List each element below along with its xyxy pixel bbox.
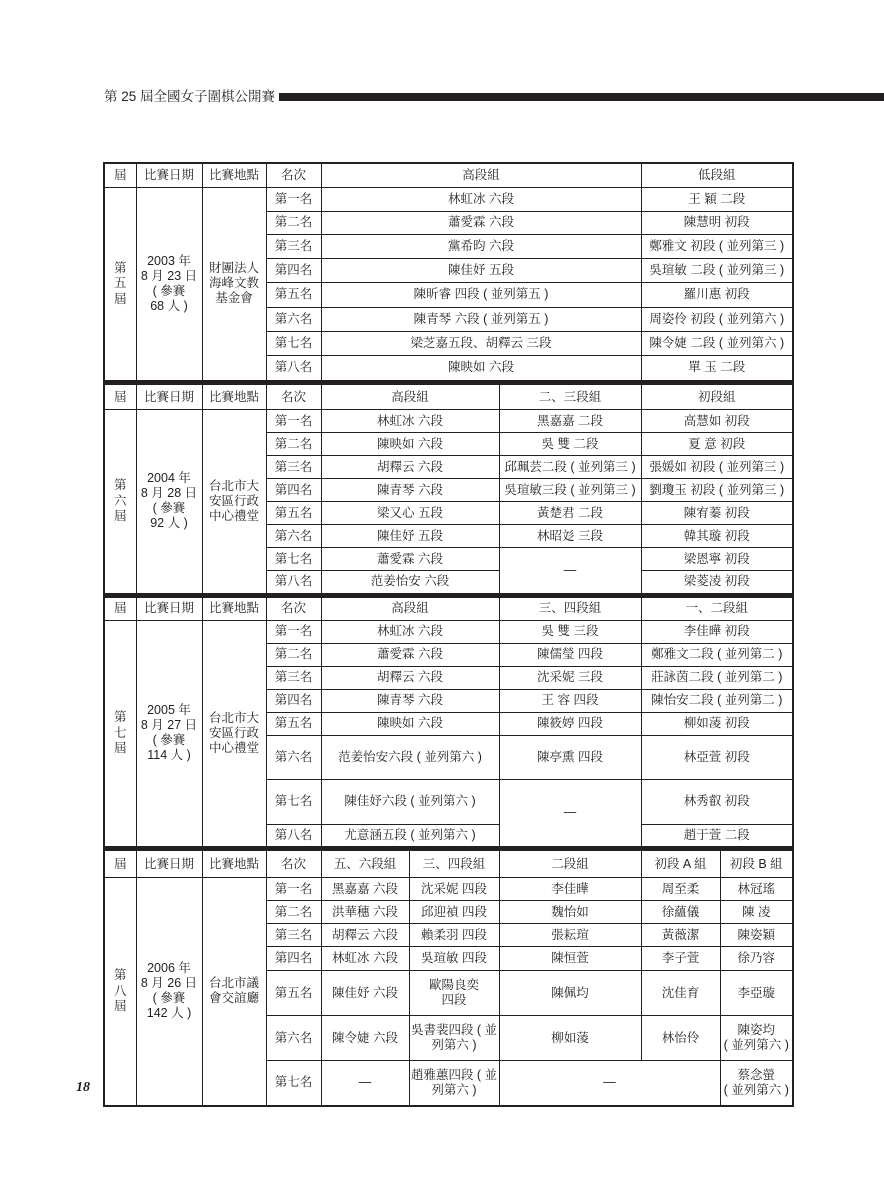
result-cell: 陳佳妤 五段 <box>321 525 499 548</box>
result-cell: 王 容 四段 <box>499 689 641 712</box>
competition-date: 2006 年 8 月 26 日 ( 參賽 142 人 ) <box>136 878 202 1106</box>
edition-7-block <box>103 595 794 849</box>
result-cell: 蕭愛霖 六段 <box>321 643 499 666</box>
result-cell: 趙于萱 二段 <box>641 824 793 847</box>
result-row <box>104 187 793 211</box>
result-cell: 陳佳妤 六段 <box>321 971 409 1016</box>
result-cell: 邱珮芸二段 ( 並列第三 ) <box>499 456 641 479</box>
result-cell: 梁恩寧 初段 <box>641 548 793 571</box>
result-cell: 黑嘉嘉 六段 <box>321 878 409 901</box>
results-table <box>103 162 792 1107</box>
result-cell: 黨希昀 六段 <box>321 234 641 258</box>
result-cell: 林冠瑤 <box>720 878 793 901</box>
result-cell: 陳慧明 初段 <box>641 211 793 234</box>
result-cell: 歐陽良奕 四段 <box>409 971 499 1016</box>
result-cell: 張媛如 初段 ( 並列第三 ) <box>641 456 793 479</box>
result-cell: 陳宥蓁 初段 <box>641 502 793 525</box>
column-header-group: 初段組 <box>641 384 793 410</box>
result-cell: 夏 意 初段 <box>641 433 793 456</box>
edition-label <box>104 878 136 1106</box>
result-cell: 陳令婕 二段 ( 並列第六 ) <box>641 331 793 355</box>
edition-label <box>104 410 136 594</box>
result-cell: 陳令婕 六段 <box>321 1016 409 1061</box>
empty-result-dash: — <box>499 548 641 594</box>
edition-label-text: 第七屆 <box>113 710 127 755</box>
result-cell: 范姜怡安六段 ( 並列第六 ) <box>321 735 499 779</box>
rank-label: 第二名 <box>266 211 321 234</box>
competition-venue: 財團法人 海峰文教 基金會 <box>202 187 266 381</box>
column-header-edition: 屆 <box>104 850 136 878</box>
result-cell: 張耘瑄 <box>499 924 641 947</box>
competition-venue: 台北市議 會交誼廳 <box>202 878 266 1106</box>
result-cell: 魏怡如 <box>499 901 641 924</box>
result-cell: 陳怡安二段 ( 並列第二 ) <box>641 689 793 712</box>
result-cell: 柳如蓤 <box>499 1016 641 1061</box>
empty-result-dash: — <box>499 779 641 847</box>
result-cell: 周至柔 <box>641 878 720 901</box>
result-cell: 胡釋云 六段 <box>321 924 409 947</box>
result-cell: 林虹冰 六段 <box>321 187 641 211</box>
edition-label <box>104 620 136 847</box>
rank-label: 第三名 <box>266 234 321 258</box>
edition-label-text: 第八屆 <box>113 968 127 1013</box>
competition-date: 2003 年 8 月 23 日 ( 參賽 68 人 ) <box>136 187 202 381</box>
edition-label <box>104 187 136 381</box>
result-cell: 范姜怡安 六段 <box>321 571 499 594</box>
rank-label: 第七名 <box>266 331 321 355</box>
column-header-group: 低段組 <box>641 163 793 187</box>
result-cell: 陳青琴 六段 <box>321 689 499 712</box>
column-header-date: 比賽日期 <box>136 596 202 620</box>
rank-label: 第一名 <box>266 187 321 211</box>
column-header-date: 比賽日期 <box>136 384 202 410</box>
result-cell: 林秀叡 初段 <box>641 779 793 824</box>
result-cell: 陳姿均 ( 並列第六 ) <box>720 1016 793 1061</box>
result-cell: 李佳曄 初段 <box>641 620 793 643</box>
column-header-rank: 名次 <box>266 596 321 620</box>
competition-venue: 台北市大 安區行政 中心禮堂 <box>202 620 266 847</box>
result-cell: 陳佳妤六段 ( 並列第六 ) <box>321 779 499 824</box>
column-header-group: 二段組 <box>499 850 641 878</box>
edition-label-text: 第五屆 <box>113 260 127 306</box>
column-header-edition: 屆 <box>104 384 136 410</box>
result-cell: 徐乃容 <box>720 947 793 971</box>
column-header-date: 比賽日期 <box>136 163 202 187</box>
result-cell: 洪華穗 六段 <box>321 901 409 924</box>
edition-6-block <box>103 382 794 595</box>
result-cell: 羅川惠 初段 <box>641 282 793 307</box>
header-row <box>104 850 793 878</box>
result-cell: 陳映如 六段 <box>321 433 499 456</box>
result-cell: 王 穎 二段 <box>641 187 793 211</box>
result-cell: 黃楚君 二段 <box>499 502 641 525</box>
rank-label: 第三名 <box>266 666 321 689</box>
result-row <box>104 410 793 433</box>
result-cell: 蕭愛霖 六段 <box>321 211 641 234</box>
column-header-group: 五、六段組 <box>321 850 409 878</box>
rank-label: 第二名 <box>266 433 321 456</box>
rank-label: 第四名 <box>266 689 321 712</box>
rank-label: 第四名 <box>266 947 321 971</box>
rank-label: 第六名 <box>266 1016 321 1061</box>
rank-label: 第七名 <box>266 779 321 824</box>
result-cell: 陳映如 六段 <box>321 355 641 381</box>
result-cell: 沈采妮 三段 <box>499 666 641 689</box>
result-cell: 鄭雅文 初段 ( 並列第三 ) <box>641 234 793 258</box>
result-cell: 沈采妮 四段 <box>409 878 499 901</box>
rank-label: 第三名 <box>266 924 321 947</box>
rank-label: 第八名 <box>266 355 321 381</box>
rank-label: 第七名 <box>266 548 321 571</box>
result-cell: 李子萱 <box>641 947 720 971</box>
result-cell: 陳亭熏 四段 <box>499 735 641 779</box>
result-cell: 柳如蓤 初段 <box>641 712 793 735</box>
result-cell: 單 玉 二段 <box>641 355 793 381</box>
result-cell: 趙雅蕙四段 ( 並 列第六 ) <box>409 1061 499 1106</box>
column-header-rank: 名次 <box>266 163 321 187</box>
result-cell: 陳映如 六段 <box>321 712 499 735</box>
competition-date: 2004 年 8 月 28 日 ( 參賽 92 人 ) <box>136 410 202 594</box>
result-cell: 黃薇潔 <box>641 924 720 947</box>
rank-label: 第一名 <box>266 410 321 433</box>
result-cell: 陳恒萱 <box>499 947 641 971</box>
header-row <box>104 384 793 410</box>
result-cell: 林昭彣 三段 <box>499 525 641 548</box>
rank-label: 第二名 <box>266 643 321 666</box>
result-cell: 陳青琴 六段 <box>321 479 499 502</box>
result-cell: 林虹冰 六段 <box>321 947 409 971</box>
result-cell: 吳 雙 二段 <box>499 433 641 456</box>
result-cell: 吳 雙 三段 <box>499 620 641 643</box>
result-cell: 陳姿穎 <box>720 924 793 947</box>
result-cell: 李佳曄 <box>499 878 641 901</box>
rank-label: 第五名 <box>266 971 321 1016</box>
result-cell: 胡釋云 六段 <box>321 666 499 689</box>
rank-label: 第三名 <box>266 456 321 479</box>
result-cell: 陳筱婷 四段 <box>499 712 641 735</box>
header-row <box>104 163 793 187</box>
result-cell: 吳瑄敏三段 ( 並列第三 ) <box>499 479 641 502</box>
result-cell: 陳佳妤 五段 <box>321 258 641 282</box>
column-header-group: 三、四段組 <box>409 850 499 878</box>
result-cell: 邱迎禎 四段 <box>409 901 499 924</box>
rank-label: 第一名 <box>266 878 321 901</box>
rank-label: 第六名 <box>266 307 321 331</box>
column-header-group: 一、二段組 <box>641 596 793 620</box>
result-cell: 吳書裴四段 ( 並 列第六 ) <box>409 1016 499 1061</box>
result-cell: 高慧如 初段 <box>641 410 793 433</box>
column-header-group: 高段組 <box>321 163 641 187</box>
column-header-group: 高段組 <box>321 384 499 410</box>
result-cell: 尤意涵五段 ( 並列第六 ) <box>321 824 499 847</box>
column-header-group: 初段 A 組 <box>641 850 720 878</box>
result-cell: 蔡念螢 ( 並列第六 ) <box>720 1061 793 1106</box>
competition-date: 2005 年 8 月 27 日 ( 參賽 114 人 ) <box>136 620 202 847</box>
result-cell: 周姿伶 初段 ( 並列第六 ) <box>641 307 793 331</box>
rank-label: 第八名 <box>266 824 321 847</box>
rank-label: 第四名 <box>266 258 321 282</box>
result-cell: 徐蘊儀 <box>641 901 720 924</box>
result-cell: 陳儒瑩 四段 <box>499 643 641 666</box>
rank-label: 第四名 <box>266 479 321 502</box>
publication-title: 第 25 屆全國女子圍棋公開賽 <box>104 89 276 104</box>
rank-label: 第八名 <box>266 571 321 594</box>
rank-label: 第五名 <box>266 712 321 735</box>
column-header-venue: 比賽地點 <box>202 850 266 878</box>
result-cell: 黑嘉嘉 二段 <box>499 410 641 433</box>
column-header-venue: 比賽地點 <box>202 384 266 410</box>
result-cell: 鄭雅文二段 ( 並列第二 ) <box>641 643 793 666</box>
header-row <box>104 596 793 620</box>
header-rule <box>279 93 884 101</box>
result-cell: 陳佩均 <box>499 971 641 1016</box>
empty-result-dash: — <box>499 1061 720 1106</box>
column-header-edition: 屆 <box>104 596 136 620</box>
result-cell: 賴柔羽 四段 <box>409 924 499 947</box>
column-header-date: 比賽日期 <box>136 850 202 878</box>
column-header-group: 二、三段組 <box>499 384 641 410</box>
rank-label: 第一名 <box>266 620 321 643</box>
result-cell: 劉瓊玉 初段 ( 並列第三 ) <box>641 479 793 502</box>
result-cell: 胡釋云 六段 <box>321 456 499 479</box>
result-cell: 蕭愛霖 六段 <box>321 548 499 571</box>
edition-5-block <box>103 162 794 382</box>
result-cell: 林怡伶 <box>641 1016 720 1061</box>
result-cell: 吳瑄敏 四段 <box>409 947 499 971</box>
column-header-venue: 比賽地點 <box>202 596 266 620</box>
result-cell: 梁又心 五段 <box>321 502 499 525</box>
result-cell: 莊詠茵二段 ( 並列第二 ) <box>641 666 793 689</box>
result-cell: 林亞萱 初段 <box>641 735 793 779</box>
result-cell: 韓其璇 初段 <box>641 525 793 548</box>
column-header-group: 初段 B 組 <box>720 850 793 878</box>
edition-label-text: 第六屆 <box>113 478 127 523</box>
result-cell: 林虹冰 六段 <box>321 620 499 643</box>
result-cell: 梁菱凌 初段 <box>641 571 793 594</box>
column-header-edition: 屆 <box>104 163 136 187</box>
column-header-group: 三、四段組 <box>499 596 641 620</box>
rank-label: 第六名 <box>266 525 321 548</box>
result-cell: 沈佳育 <box>641 971 720 1016</box>
edition-8-block <box>103 848 794 1107</box>
result-row <box>104 620 793 643</box>
rank-label: 第六名 <box>266 735 321 779</box>
competition-venue: 台北市大 安區行政 中心禮堂 <box>202 410 266 594</box>
rank-label: 第五名 <box>266 502 321 525</box>
result-cell: 李亞璇 <box>720 971 793 1016</box>
column-header-group: 高段組 <box>321 596 499 620</box>
column-header-venue: 比賽地點 <box>202 163 266 187</box>
result-cell: 陳昕睿 四段 ( 並列第五 ) <box>321 282 641 307</box>
result-row <box>104 878 793 901</box>
rank-label: 第五名 <box>266 282 321 307</box>
rank-label: 第七名 <box>266 1061 321 1106</box>
result-cell: 梁芝嘉五段、胡釋云 三段 <box>321 331 641 355</box>
rank-label: 第二名 <box>266 901 321 924</box>
result-cell: 陳 凌 <box>720 901 793 924</box>
column-header-rank: 名次 <box>266 384 321 410</box>
empty-result-dash: — <box>321 1061 409 1106</box>
page-number: 18 <box>76 1080 90 1095</box>
running-head <box>104 88 884 106</box>
result-cell: 陳青琴 六段 ( 並列第五 ) <box>321 307 641 331</box>
result-cell: 林虹冰 六段 <box>321 410 499 433</box>
column-header-rank: 名次 <box>266 850 321 878</box>
result-cell: 吳瑄敏 二段 ( 並列第三 ) <box>641 258 793 282</box>
